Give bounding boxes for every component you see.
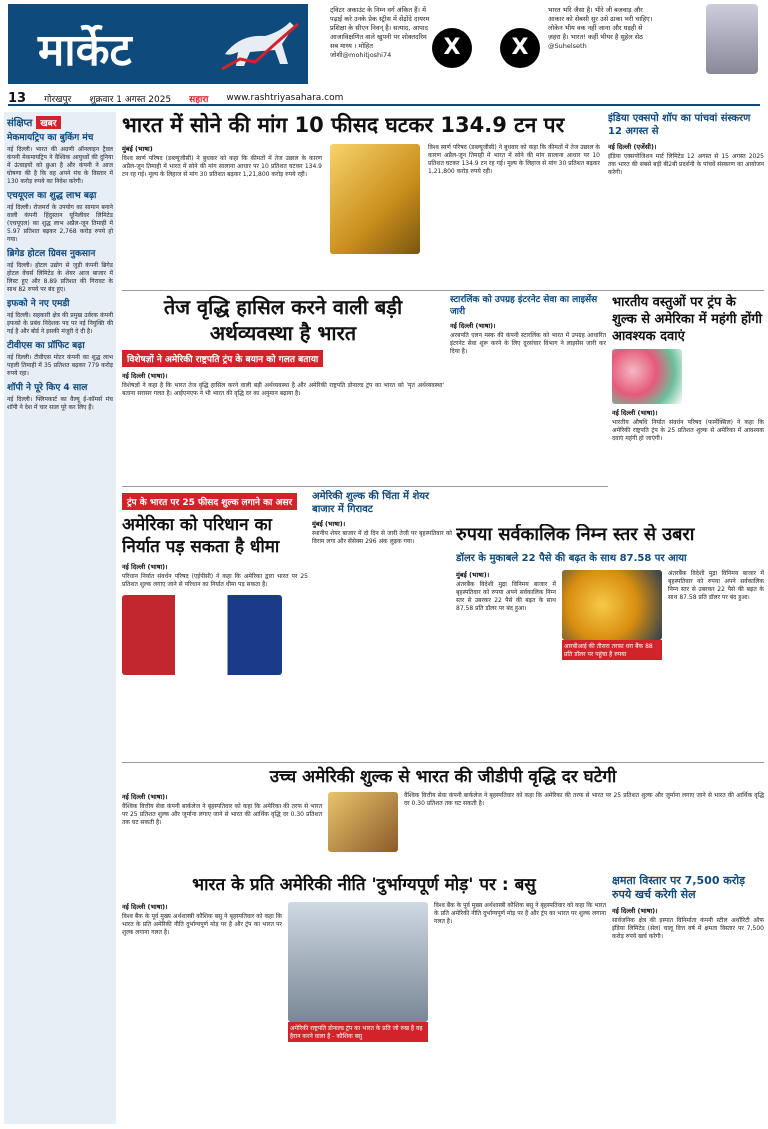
starlink-story	[450, 294, 606, 484]
masthead	[0, 0, 768, 90]
x-logo-icon[interactable]: X	[432, 28, 472, 68]
bull-icon	[220, 14, 300, 74]
policy-body: विश्व बैंक के पूर्व मुख्य अर्थशास्त्री कौशिक बसु ने बृहस्पतिवार को कहा कि भारत के प्रति अमेरिकी नीति दुर्भाग्यपूर्ण मोड़ पर है और ट्रंप का भारत पर शुल्क लगाना गलत है।	[122, 913, 282, 936]
expo-headline[interactable]: इंडिया एक्सपो शॉप का पांचवां संस्करण 12 अगस्त से	[608, 113, 751, 137]
brief-body: नई दिल्ली। फ्लिपकार्ट का वैल्यू ई-कॉमर्स मंच शॉपी ने देश में चार साल पूरे कर लिए हैं।	[7, 396, 113, 411]
lead-body: विश्व स्वर्ण परिषद (डब्ल्यूजीसी) ने बुधवार को कहा कि कीमतों में तेज उछाल के कारण अप्रैल-जून तिमाही में भारत में सोने की मांग सालाना आधार पर 10 प्रतिशत घटकर 134.9 टन रह गई। मूल्य के लिहाज से मांग 30 प्रतिशत बढ़कर 1,21,800 करोड़ रुपये रही।	[122, 155, 322, 178]
flags-photo	[122, 595, 282, 675]
gdp-body: वैश्विक वित्तीय सेवा कंपनी बार्कलेज ने बृहस्पतिवार को कहा कि अमेरिका की तरफ से भारत पर 25 प्रतिशत शुल्क और जुर्माना लगाए जाने से भारत की आर्थिक वृद्धि दर 0.30 प्रतिशत तक घट सकती है।	[122, 803, 322, 826]
policy-story	[122, 874, 606, 1124]
rupee-coins-photo	[562, 570, 662, 640]
capacity-headline[interactable]: क्षमता विस्तार पर 7,500 करोड़ रुपये खर्च करेगी सेल	[612, 874, 745, 901]
page-number: 13	[8, 90, 27, 106]
brief-title: टीवीएस का प्रॉफिट बढ़ा	[7, 341, 85, 351]
expo-body: इंडिया एक्सपोजिशन मार्ट लिमिटेड 12 अगस्त से 15 अगस्त 2025 तक भारत की सबसे बड़ी बी2बी प्रदर्शनी के पांचवें संस्करण का आयोजन करेगी।	[608, 153, 764, 176]
dateline-bar	[8, 92, 760, 106]
capacity-story	[612, 874, 764, 1124]
rupee-byline: मुंबई (भाषा)।	[456, 571, 490, 579]
rupee-story	[456, 524, 764, 760]
lead-story	[122, 112, 600, 288]
sidebar-label: संक्षिप्त	[7, 118, 33, 129]
rupee-headline[interactable]: रुपया सर्वकालिक निम्न स्तर से उबरा	[456, 524, 695, 545]
policy-headline[interactable]: भारत के प्रति अमेरिकी नीति 'दुर्भाग्यपूर्ण मोड़' पर : बसु	[192, 875, 536, 895]
date-label: शुक्रवार 1 अगस्त 2025	[89, 94, 172, 105]
rupee-body: अंतरबैंक विदेशी मुद्रा विनिमय बाजार में बृहस्पतिवार को रुपया अपने सर्वकालिक निम्न स्तर से उबरकर 22 पैसे की बढ़त के साथ 87.58 प्रति डॉलर पर बंद हुआ।	[456, 581, 556, 612]
pharma-byline: नई दिल्ली (भाषा)।	[612, 409, 658, 417]
pharma-story	[612, 294, 764, 524]
exports-kicker: ट्रंप के भारत पर 25 फीसद शुल्क लगाने का असर	[122, 493, 297, 510]
economy-story	[122, 294, 444, 484]
economy-kicker: विशेषज्ञों ने अमेरिकी राष्ट्रपति ट्रंप के बयान को गलत बताया	[122, 350, 323, 367]
pharma-body: भारतीय औषधि निर्यात संवर्धन परिषद (फार्मेक्सिल) ने कहा कि अमेरिकी राष्ट्रपति ट्रंप के 25 प्रतिशत शुल्क से अमेरिका में आवश्यक दवाएं महंगी हो जाएंगी।	[612, 419, 764, 442]
brief-item	[7, 299, 113, 336]
brief-item	[7, 341, 113, 378]
gold-bars-photo	[330, 144, 420, 254]
brief-body: नई दिल्ली। टीवीएस मोटर कंपनी का शुद्ध लाभ पहली तिमाही में 35 प्रतिशत बढ़कर 779 करोड़ रुपये रहा।	[7, 354, 113, 377]
brief-item	[7, 133, 113, 186]
economy-byline: नई दिल्ली (भाषा)।	[122, 372, 168, 380]
policy-byline: नई दिल्ली (भाषा)।	[122, 903, 168, 911]
exports-body: परिधान निर्यात संवर्धन परिषद (एईपीसी) ने कहा कि अमेरिका द्वारा भारत पर 25 प्रतिशत शुल्क लगाए जाने से परिधान का निर्यात धीमा पड़ सकता है।	[122, 573, 308, 588]
section-title: मार्केट	[38, 25, 132, 76]
brief-item	[7, 383, 113, 412]
brief-item	[7, 191, 113, 244]
lead-body-cont: विश्व स्वर्ण परिषद (डब्ल्यूजीसी) ने बुधवार को कहा कि कीमतों में तेज उछाल के कारण अप्रैल-जून तिमाही में भारत में सोने की मांग सालाना आधार पर 10 प्रतिशत घटकर 134.9 टन रह गई। मूल्य के लिहाज से मांग 30 प्रतिशत बढ़कर 1,21,800 करोड़ रुपये रही।	[428, 144, 600, 175]
capacity-byline: नई दिल्ली (भाषा)।	[612, 907, 658, 915]
exports-story	[122, 490, 308, 760]
brief-item	[7, 249, 113, 294]
medicine-pills-photo	[612, 349, 682, 404]
brief-title: मेकमायट्रिप का बुकिंग मंच	[7, 133, 94, 143]
policy-body-cont: विश्व बैंक के पूर्व मुख्य अर्थशास्त्री कौशिक बसु ने बृहस्पतिवार को कहा कि भारत के प्रति अमेरिकी नीति दुर्भाग्यपूर्ण मोड़ पर है और ट्रंप का भारत पर शुल्क लगाना गलत है।	[434, 902, 606, 925]
divider	[122, 290, 764, 291]
promo-text-1: ट्विटर अकाउंट के निम्न वर्ग अंकित हैं। में पढ़ाई करे उनके प्रेक स्ट्रीस में सेंद्रोंदे दायरम प्रशिक्षा के सीएन निवन् है। सत्याद, आपाद आजाविक्षणित वाले खुपनी पर शोक्तदरिम सब माध्य । मोहित जोशी@mohitjoshi74	[330, 6, 430, 59]
sidebar-tag: खबर	[36, 116, 60, 129]
brief-title: शॉपी ने पूरे किए 4 साल	[7, 383, 88, 393]
exports-byline: नई दिल्ली (भाषा)।	[122, 563, 168, 571]
pharma-headline[interactable]: भारतीय वस्तुओं पर ट्रंप के शुल्क से अमेरिका में महंगी होंगी आवश्यक दवाएं	[612, 295, 762, 344]
lead-byline: मुंबई (भाषा)	[122, 145, 153, 153]
brief-title: एचयूएल का शुद्ध लाभ बढ़ा	[7, 191, 97, 201]
exports-headline[interactable]: अमेरिका को परिधान का निर्यात पड़ सकता है धीमा	[122, 515, 280, 557]
expo-story	[608, 112, 764, 288]
gdp-headline[interactable]: उच्च अमेरिकी शुल्क से भारत की जीडीपी वृद्धि दर घटेगी	[269, 767, 617, 787]
expo-byline: नई दिल्ली (एजेंसी)।	[608, 143, 657, 151]
lead-headline[interactable]: भारत में सोने की मांग 10 फीसद घटकर 134.9 टन पर	[122, 113, 565, 137]
starlink-byline: नई दिल्ली (भाषा)।	[450, 322, 496, 330]
capacity-body: सार्वजनिक क्षेत्र की इस्पात विनिर्माता कंपनी स्टील अथॉरिटी ऑफ इंडिया लिमिटेड (सेल) चालू वित्त वर्ष में क्षमता विस्तार पर 7,500 करोड़ रुपये खर्च करेगी।	[612, 917, 764, 940]
x-logo-icon[interactable]: X	[500, 28, 540, 68]
markets-story	[312, 490, 452, 760]
gdp-byline: नई दिल्ली (भाषा)।	[122, 793, 168, 801]
markets-headline[interactable]: अमेरिकी शुल्क की चिंता में शेयर बाजार में गिरावट	[312, 491, 430, 515]
markets-body: स्थानीय शेयर बाजार में दो दिन से जारी तेजी पर बृहस्पतिवार को विराम लगा और सेंसेक्स 296 अंक लुढ़क गया।	[312, 530, 452, 545]
website-link[interactable]: www.rashtriyasahara.com	[226, 93, 344, 103]
paper-logo: सहारा	[189, 94, 209, 105]
brief-title: ब्रिगेड होटल ग्रिवस नुकसान	[7, 249, 96, 259]
promo-text-2: भारत भरि जैसा है। भीरे जी बजवाड़ और आकार को सेबसी सुर उसे ढाका भरी चाहिए। लोकेन भीय वक नहीं जाना और घड़ही से ज़हरा है। भारत! कहीं भीयर है सुहेल सेठ @Suhelseth	[548, 6, 653, 50]
rupee-subhead: डॉलर के मुकाबले 22 पैसे की बढ़त के साथ 87.58 पर आया	[456, 553, 687, 564]
starlink-body: अरबपति एलन मस्क की कंपनी स्टारलिंक को भारत में उपग्रह आधारित इंटरनेट सेवा शुरू करने के लिए दूरसंचार विभाग ने लाइसेंस जारी कर दिया है।	[450, 332, 606, 355]
brief-body: नई दिल्ली। सहकारी क्षेत्र की प्रमुख उर्वरक कंपनी इफको के प्रबंध निदेशक पद पर नई नियुक्ति की गई है और बोर्ड ने इसकी मंजूरी दे दी है।	[7, 312, 113, 335]
rupee-caption: आरबीआई की तीसरा तरफ़ा धरा बैंक 88 प्रति डॉलर पर पहुंचा है रुपया	[562, 640, 662, 660]
divider	[122, 486, 608, 487]
economy-headline[interactable]: तेज वृद्धि हासिल करने वाली बड़ी अर्थव्यवस्था है भारत	[163, 295, 403, 345]
brief-title: इफको ने नए एमडी	[7, 299, 70, 309]
gdp-body-cont: वैश्विक वित्तीय सेवा कंपनी बार्कलेज ने बृहस्पतिवार को कहा कि अमेरिका की तरफ से भारत पर 25 प्रतिशत शुल्क और जुर्माना लगाए जाने से भारत की आर्थिक वृद्धि दर 0.30 प्रतिशत तक घट सकती है।	[404, 792, 764, 807]
starlink-headline[interactable]: स्टारलिंक को उपग्रह इंटरनेट सेवा का लाइसेंस जारी	[450, 295, 598, 317]
divider	[122, 762, 764, 763]
brief-body: नई दिल्ली। भारत की अग्रणी ऑनलाइन ट्रैवल कंपनी मेकमायट्रिप ने वैश्विक आयुध्वों की दुनिया में ऊंचाइयों को छुआ है और कंपनी ने आज घोषणा की है कि वह अपने मंच के विस्तार में 130 करोड़ रुपये का निवेश करेगी।	[7, 146, 113, 185]
brief-body: नई दिल्ली। होटल उद्योग से जुड़ी कंपनी ब्रिगेड होटल वेंचर्स लिमिटेड के शेयर आज बाजार में लिस्ट हुए और 8.89 प्रतिशत की गिरावट के साथ 82 रुपये पर बंद हुए।	[7, 262, 113, 293]
city-label: गोरखपुर	[44, 94, 72, 105]
markets-byline: मुंबई (भाषा)।	[312, 520, 346, 528]
columnist-portrait	[706, 4, 758, 74]
rupee-body-cont: अंतरबैंक विदेशी मुद्रा विनिमय बाजार में बृहस्पतिवार को रुपया अपने सर्वकालिक निम्न स्तर से उबरकर 22 पैसे की बढ़त के साथ 87.58 प्रति डॉलर पर बंद हुआ।	[668, 570, 764, 601]
gdp-story	[122, 766, 764, 870]
basu-photo	[288, 902, 428, 1022]
policy-caption: अमेरिकी राष्ट्रपति डोनाल्ड ट्रंप का भारत के प्रति जो रुख है वह हैरान करने वाला है - कौशिक बसु	[288, 1022, 428, 1042]
section-banner	[8, 4, 308, 84]
economy-body: विशेषज्ञों ने कहा है कि भारत तेज वृद्धि हासिल करने वाली बड़ी अर्थव्यवस्था है और अमेरिकी राष्ट्रपति डोनाल्ड ट्रंप का भारत को 'मृत अर्थव्यवस्था' बताना सरासर गलत है। आईएमएफ ने भी भारत की वृद्धि दर का अनुमान बढ़ाया है।	[122, 382, 444, 397]
gdp-photo	[328, 792, 398, 852]
briefs-sidebar	[4, 112, 116, 1124]
brief-body: नई दिल्ली। रोजमर्रा के उपयोग का सामान बनाने वाली कंपनी हिंदुस्तान यूनिलीवर लिमिटेड (एचयूएल) का शुद्ध लाभ अप्रैल-जून तिमाही में 5.97 प्रतिशत बढ़कर 2,768 करोड़ रुपये हो गया।	[7, 204, 113, 243]
sidebar-header	[7, 115, 113, 129]
